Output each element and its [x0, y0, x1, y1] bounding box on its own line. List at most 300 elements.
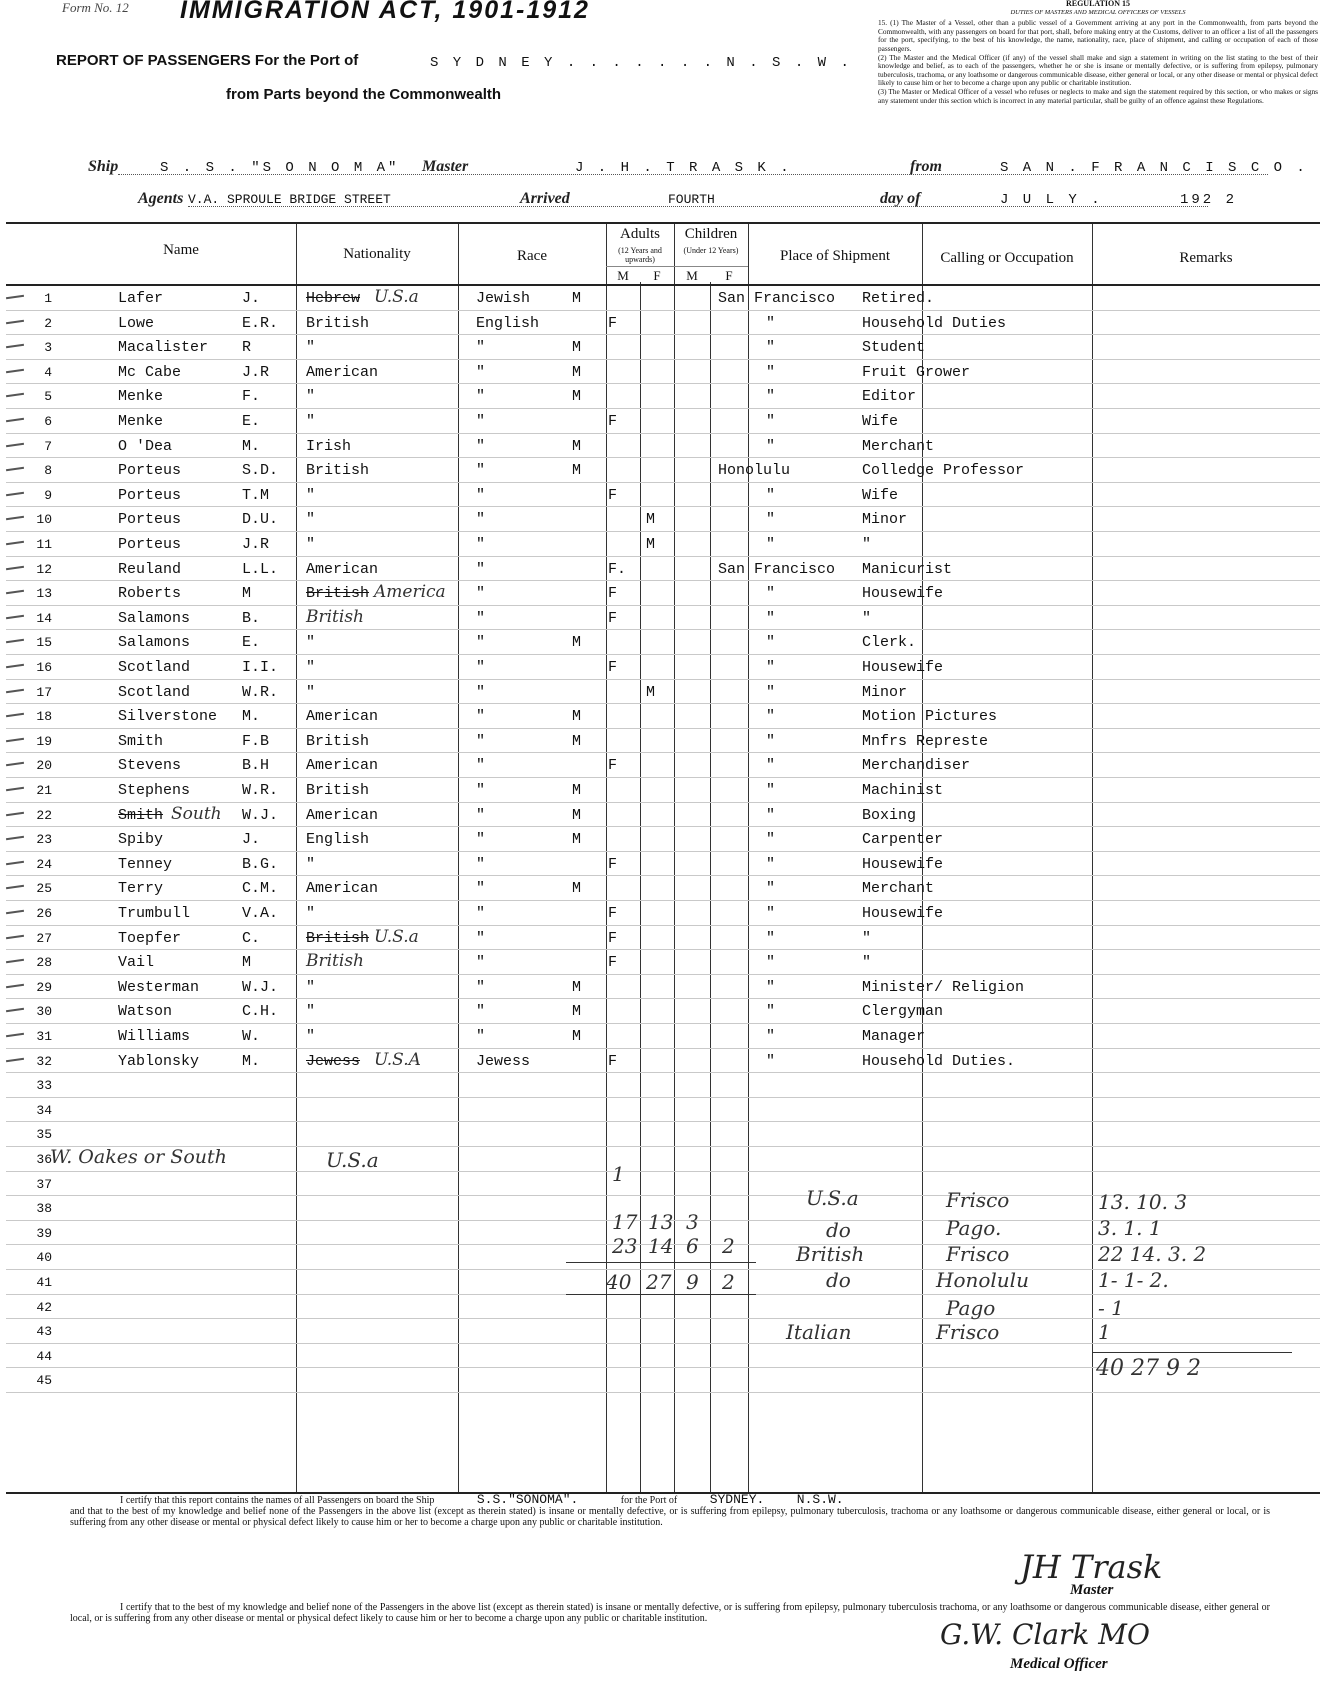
- passenger-nationality: ": [306, 536, 316, 553]
- master-signature: JH Trask: [1020, 1548, 1163, 1586]
- col-divider: [710, 282, 711, 1492]
- adult-female-mark: F: [608, 929, 618, 947]
- row-rule: [6, 1171, 1320, 1172]
- row-number: 11: [36, 537, 52, 552]
- calling-occupation: Motion Pictures: [862, 708, 998, 726]
- passenger-initials: D.U.: [242, 511, 279, 529]
- passenger-race: ": [476, 929, 486, 947]
- row-number: 10: [36, 512, 52, 528]
- passenger-race: ": [476, 1028, 486, 1045]
- row-number: 8: [44, 463, 52, 479]
- adult-male-mark: M: [572, 462, 582, 480]
- calling-occupation: Housewife: [862, 905, 944, 922]
- row-rule: [6, 654, 1320, 655]
- row-number: 34: [36, 1102, 52, 1118]
- passenger-initials: J.R: [242, 536, 270, 553]
- passenger-nationality-correction: America: [374, 582, 446, 603]
- place-of-shipment: ": [766, 806, 776, 824]
- header-remarks: Remarks: [1179, 250, 1233, 266]
- cert-text-1b: and that to the best of my knowledge and belief none of the Passengers in the above list (except as therein stated) is insane or mentally defective, or is suffering from epilepsy, pulmonary tuberculosis, trachoma or any loathsome or dangerous communicable disease, either general or local, or is suffering from any other disease or mental or physical defect likely to cause him or her to become a charge upon any public or charitable institution.: [70, 1506, 1270, 1528]
- passenger-nationality: American: [306, 806, 379, 824]
- calling-occupation: Clergyman: [862, 1003, 944, 1021]
- hand-total-adult-f-1: 13: [648, 1210, 674, 1234]
- passenger-race: ": [476, 585, 486, 603]
- row-number: 13: [36, 586, 52, 602]
- passenger-nationality: ": [306, 905, 316, 922]
- passenger-race: English: [476, 314, 540, 332]
- medical-officer-title: Medical Officer: [1010, 1656, 1108, 1672]
- row-number: 38: [36, 1201, 52, 1217]
- adult-female-mark: F.: [608, 560, 627, 578]
- header-adults: Adults: [619, 226, 660, 242]
- passenger-surname: Porteus: [118, 462, 182, 480]
- row-rule: [6, 1048, 1320, 1049]
- passenger-surname: Lafer: [118, 290, 164, 307]
- passenger-surname: Stephens: [118, 782, 191, 799]
- calling-occupation: Housewife: [862, 855, 944, 873]
- passenger-nationality: English: [306, 831, 370, 849]
- hand-summary-vals-4: 1- 1- 2.: [1098, 1268, 1169, 1292]
- calling-occupation: ": [862, 954, 872, 972]
- place-of-shipment: ": [766, 634, 776, 652]
- from-parts-label: from Parts beyond the Commonwealth: [226, 86, 502, 103]
- header-sub-divider: [606, 266, 748, 267]
- passenger-race: ": [476, 462, 486, 480]
- row-rule: [6, 359, 1320, 360]
- port-value: S Y D N E Y . . . . . . . N . S . W .: [430, 55, 852, 71]
- passenger-nationality-correction: U.S.A: [374, 1049, 421, 1070]
- hand-total-adult-m-1: 17: [612, 1210, 638, 1234]
- adult-female-mark: F: [608, 905, 618, 922]
- place-of-shipment: ": [766, 1003, 776, 1021]
- col-divider: [458, 224, 459, 1492]
- passenger-race: ": [476, 806, 486, 824]
- row-rule: [6, 900, 1320, 901]
- passenger-initials: B.H: [242, 757, 270, 775]
- passenger-initials: E.: [242, 413, 261, 430]
- passenger-nationality: American: [306, 880, 379, 898]
- place-of-shipment: ": [766, 732, 776, 750]
- medical-signature: G.W. Clark MO: [940, 1618, 1150, 1651]
- header-child-m: M: [686, 268, 698, 283]
- certificate-master: [70, 1494, 1270, 1528]
- passenger-race: ": [476, 609, 486, 627]
- calling-occupation: Housewife: [862, 585, 944, 603]
- row-rule: [6, 310, 1320, 311]
- passenger-initials: F.B: [242, 732, 270, 750]
- passenger-race: ": [476, 757, 486, 775]
- passenger-nationality: British: [306, 782, 370, 799]
- hand-total-child-m-3: 9: [686, 1270, 699, 1294]
- passenger-nationality-correction: British: [306, 951, 364, 972]
- row-number: 25: [36, 881, 52, 897]
- passenger-initials: M: [242, 585, 252, 603]
- place-of-shipment: ": [766, 486, 776, 504]
- calling-occupation: Machinist: [862, 782, 944, 799]
- row-number: 14: [36, 610, 52, 626]
- passenger-surname: Vail: [118, 954, 155, 972]
- passenger-nationality: American: [306, 363, 379, 381]
- adult-male-mark: M: [572, 806, 582, 824]
- adult-female-mark: F: [608, 1052, 618, 1070]
- adult-male-mark: M: [572, 978, 582, 996]
- place-of-shipment: ": [766, 855, 776, 873]
- calling-occupation: Merchant: [862, 880, 935, 898]
- row-rule: [6, 925, 1320, 926]
- adult-male-mark: M: [572, 437, 582, 455]
- child-male-mark: M: [646, 536, 656, 553]
- hand-summary-nat-1: U.S.a: [806, 1186, 859, 1210]
- ship-value: S . S . "S O N O M A": [160, 160, 400, 176]
- header-nationality: Nationality: [343, 246, 411, 262]
- passenger-surname-correction: South: [171, 803, 222, 824]
- row-rule: [6, 1023, 1320, 1024]
- row-number: 30: [36, 1004, 52, 1020]
- row-rule: [6, 1343, 1320, 1344]
- calling-occupation: Boxing: [862, 806, 917, 824]
- passenger-nationality: ": [306, 486, 316, 504]
- passenger-nationality: ": [306, 413, 316, 430]
- adult-female-mark: F: [608, 757, 618, 775]
- agents-label: Agents: [138, 190, 184, 207]
- calling-occupation: Wife: [862, 413, 899, 430]
- hand-total-adult-f-3: 27: [646, 1270, 672, 1294]
- header-children: Children: [684, 226, 738, 242]
- total-underline-2: [566, 1294, 756, 1295]
- hand-summary-vals-5: - 1: [1098, 1296, 1124, 1320]
- adult-female-mark: F: [608, 855, 618, 873]
- row-rule: [6, 629, 1320, 630]
- passenger-race: ": [476, 1003, 486, 1021]
- passenger-surname: Porteus: [118, 511, 182, 529]
- calling-occupation: Minister/ Religion: [862, 978, 1025, 996]
- row-rule: [6, 949, 1320, 950]
- hand-summary-port-5: Pago: [946, 1296, 996, 1320]
- passenger-race: ": [476, 437, 486, 455]
- row-number: 26: [36, 906, 52, 921]
- adult-male-mark: M: [572, 732, 582, 750]
- adult-male-mark: M: [572, 880, 582, 898]
- header-adult-f: F: [653, 268, 661, 283]
- passenger-surname: Macalister: [118, 339, 209, 357]
- place-of-shipment: ": [766, 782, 776, 799]
- row-rule: [6, 998, 1320, 999]
- place-of-shipment: ": [766, 905, 776, 922]
- place-of-shipment: ": [766, 413, 776, 430]
- passenger-race: ": [476, 486, 486, 504]
- master-title: Master: [1070, 1582, 1114, 1598]
- header-place: Place of Shipment: [780, 248, 890, 264]
- row-rule: [6, 1072, 1320, 1073]
- passenger-initials: V.A.: [242, 905, 279, 922]
- passenger-initials: M.: [242, 437, 261, 455]
- passenger-initials: W.R.: [242, 782, 279, 799]
- child-male-mark: M: [646, 511, 656, 529]
- adult-female-mark: F: [608, 413, 618, 430]
- passenger-initials: W.: [242, 1028, 261, 1045]
- col-divider: [748, 224, 749, 1492]
- calling-occupation: Merchant: [862, 437, 935, 455]
- row-number: 5: [44, 389, 52, 405]
- calling-occupation: Carpenter: [862, 831, 944, 849]
- passenger-surname: Watson: [118, 1003, 173, 1021]
- arrived-value: FOURTH: [668, 192, 715, 207]
- passenger-race: ": [476, 978, 486, 996]
- hand-total-child-m-2: 6: [686, 1234, 699, 1258]
- passenger-initials: L.L.: [242, 560, 279, 578]
- passenger-initials: E.: [242, 634, 261, 652]
- passenger-initials: J.R: [242, 363, 270, 381]
- passenger-race: ": [476, 634, 486, 652]
- row-rule: [6, 457, 1320, 458]
- place-of-shipment: Honolulu: [718, 462, 791, 480]
- row-rule: [6, 802, 1320, 803]
- row-number: 28: [36, 955, 52, 971]
- adult-male-mark: M: [572, 782, 582, 799]
- place-of-shipment: ": [766, 659, 776, 676]
- passenger-surname: Roberts: [118, 585, 182, 603]
- row-number: 16: [36, 660, 52, 675]
- row-rule: [6, 679, 1320, 680]
- regulation-para-3: (3) The Master or Medical Officer of a vessel who refuses or neglects to make and sign the statement required by this section, or who makes or signs any statement under this section which is incorrect in any material particular, shall be guilty of an offence against these Regulations.: [878, 86, 1318, 105]
- header-race: Race: [517, 248, 547, 264]
- passenger-surname: Westerman: [118, 978, 200, 996]
- place-of-shipment: San Francisco: [718, 290, 836, 307]
- calling-occupation: ": [862, 609, 872, 627]
- passenger-race: ": [476, 363, 486, 381]
- arrived-label: Arrived: [520, 190, 570, 207]
- passenger-nationality: Hebrew: [306, 290, 361, 307]
- place-of-shipment: ": [766, 437, 776, 455]
- row-number: 36: [36, 1152, 52, 1167]
- passenger-surname: Menke: [118, 388, 164, 406]
- row-rule: [6, 531, 1320, 532]
- passenger-initials: W.R.: [242, 683, 279, 701]
- row-number: 44: [36, 1348, 52, 1364]
- col-divider: [606, 224, 607, 1492]
- passenger-initials: C.: [242, 929, 261, 947]
- row-number: 43: [36, 1324, 52, 1340]
- row-rule: [6, 556, 1320, 557]
- passenger-initials: B.G.: [242, 855, 279, 873]
- master-value: J . H . T R A S K .: [575, 160, 792, 176]
- row-number: 23: [36, 832, 52, 848]
- row-rule: [6, 703, 1320, 704]
- hand-summary-vals-6: 1: [1098, 1320, 1111, 1344]
- place-of-shipment: ": [766, 609, 776, 627]
- passenger-nationality: ": [306, 683, 316, 701]
- header-adults-sub: (12 Years and upwards): [618, 246, 662, 264]
- place-of-shipment: ": [766, 954, 776, 972]
- hand-summary-port-4: Honolulu: [936, 1268, 1029, 1292]
- passenger-race: ": [476, 659, 486, 676]
- passenger-nationality: American: [306, 757, 379, 775]
- passenger-table: [6, 222, 1320, 1494]
- passenger-race: ": [476, 511, 486, 529]
- calling-occupation: ": [862, 536, 872, 553]
- calling-occupation: ": [862, 929, 872, 947]
- adult-male-mark: M: [572, 290, 582, 307]
- adult-male-mark: M: [572, 1028, 582, 1045]
- passenger-initials: R: [242, 339, 252, 357]
- row-number: 21: [36, 783, 52, 798]
- master-label: Master: [422, 158, 469, 175]
- header-children-sub: (Under 12 Years): [683, 246, 739, 255]
- passenger-race: Jewess: [476, 1052, 531, 1070]
- calling-occupation: Housewife: [862, 659, 944, 676]
- passenger-race: ": [476, 708, 486, 726]
- passenger-nationality: Jewess: [306, 1052, 361, 1070]
- hand-total-adult-m-2: 23: [612, 1234, 638, 1258]
- passenger-race: ": [476, 388, 486, 406]
- passenger-nationality: ": [306, 659, 316, 676]
- ship-label: Ship: [88, 158, 119, 175]
- hand-total-adult-f-2: 14: [648, 1234, 674, 1258]
- passenger-race: ": [476, 831, 486, 849]
- calling-occupation: Mnfrs Represte: [862, 732, 989, 750]
- passenger-nationality: ": [306, 511, 316, 529]
- row-number: 18: [36, 709, 52, 725]
- row-rule: [6, 433, 1320, 434]
- place-of-shipment: ": [766, 339, 776, 357]
- passenger-nationality-correction: U.S.a: [374, 926, 419, 947]
- hand-summary-vals-2: 3. 1. 1: [1098, 1216, 1162, 1240]
- adult-male-mark: M: [572, 831, 582, 849]
- adult-male-mark: M: [572, 363, 582, 381]
- passenger-surname: Toepfer: [118, 929, 182, 947]
- row-number: 3: [44, 340, 52, 356]
- adult-female-mark: F: [608, 954, 618, 972]
- summary-underline: [1092, 1352, 1292, 1353]
- place-of-shipment: ": [766, 978, 776, 996]
- passenger-nationality: British: [306, 585, 370, 603]
- hand-row34-adult: 1: [612, 1162, 625, 1186]
- adult-female-mark: F: [608, 486, 618, 504]
- hand-summary-nat-4: do: [826, 1268, 851, 1292]
- calling-occupation: Minor: [862, 511, 908, 529]
- calling-occupation: Household Duties.: [862, 1052, 1016, 1070]
- hand-summary-port-1: Frisco: [946, 1188, 1010, 1212]
- row-number: 33: [36, 1078, 52, 1094]
- regulation-text: [878, 0, 1318, 105]
- cert-text-1a: I certify that this report contains the names of all Passengers on board the Ship: [120, 1495, 435, 1506]
- row-number: 42: [36, 1299, 52, 1315]
- passenger-race: ": [476, 683, 486, 701]
- passenger-surname: Tenney: [118, 855, 173, 873]
- row-number: 19: [36, 733, 52, 749]
- hand-summary-port-2: Pago.: [946, 1216, 1002, 1240]
- row-rule: [6, 1097, 1320, 1098]
- row-number: 35: [36, 1127, 52, 1143]
- hand-summary-nat-2: do: [826, 1218, 851, 1242]
- row-number: 6: [44, 414, 52, 429]
- passenger-surname: Smith: [118, 732, 164, 750]
- col-divider: [296, 224, 297, 1492]
- row-number: 17: [36, 684, 52, 700]
- passenger-nationality: ": [306, 978, 316, 996]
- adult-male-mark: M: [572, 708, 582, 726]
- passenger-race: ": [476, 905, 486, 922]
- passenger-initials: M.: [242, 1052, 261, 1070]
- passenger-initials: S.D.: [242, 462, 279, 480]
- passenger-nationality: Irish: [306, 437, 352, 455]
- header-name: Name: [163, 242, 199, 258]
- row-rule: [6, 383, 1320, 384]
- passenger-initials: M: [242, 954, 252, 972]
- passenger-surname: Trumbull: [118, 905, 191, 922]
- col-divider: [674, 224, 675, 1492]
- row-rule: [6, 851, 1320, 852]
- row-number: 7: [44, 438, 52, 454]
- place-of-shipment: ": [766, 363, 776, 381]
- form-number: Form No. 12: [62, 0, 129, 15]
- regulation-subtitle: DUTIES OF MASTERS AND MEDICAL OFFICERS OF VESSELS: [1010, 8, 1186, 16]
- header-adult-m: M: [617, 268, 629, 283]
- agents-value: V.A. SPROULE BRIDGE STREET: [188, 192, 391, 207]
- passenger-surname: O 'Dea: [118, 437, 173, 455]
- row-number: 22: [36, 807, 52, 823]
- header-bottom-rule: [6, 284, 1320, 286]
- header-child-f: F: [725, 268, 733, 283]
- calling-occupation: Retired.: [862, 290, 935, 307]
- hand-row34-name: W. Oakes or South: [50, 1146, 227, 1168]
- hand-summary-vals-3: 22 14. 3. 2: [1098, 1242, 1207, 1266]
- passenger-surname: Yablonsky: [118, 1052, 200, 1070]
- passenger-race: ": [476, 954, 486, 972]
- hand-total-adult-m-3: 40: [606, 1270, 632, 1294]
- act-title: IMMIGRATION ACT, 1901-1912: [180, 0, 590, 24]
- adult-female-mark: F: [608, 609, 618, 627]
- passenger-surname: Stevens: [118, 757, 182, 775]
- place-of-shipment: ": [766, 536, 776, 553]
- passenger-nationality-correction: British: [306, 606, 364, 627]
- passenger-nationality: British: [306, 462, 370, 480]
- passenger-race: ": [476, 560, 486, 578]
- day-label: day of: [880, 190, 921, 207]
- place-of-shipment: ": [766, 708, 776, 726]
- passenger-initials: T.M: [242, 486, 270, 504]
- passenger-surname: Menke: [118, 413, 164, 430]
- cert-state: N.S.W.: [796, 1492, 844, 1507]
- passenger-surname: Lowe: [118, 314, 155, 332]
- hand-summary-nat-6: Italian: [786, 1320, 852, 1344]
- adult-male-mark: M: [572, 339, 582, 357]
- passenger-initials: F.: [242, 388, 261, 406]
- passenger-race: ": [476, 782, 486, 799]
- row-number: 40: [36, 1250, 52, 1266]
- passenger-initials: W.J.: [242, 978, 279, 996]
- place-of-shipment: ": [766, 1052, 776, 1070]
- child-male-mark: M: [646, 683, 656, 701]
- passenger-nationality: ": [306, 634, 316, 652]
- calling-occupation: Editor: [862, 388, 917, 406]
- row-number: 1: [44, 291, 52, 306]
- adult-female-mark: F: [608, 314, 618, 332]
- place-of-shipment: ": [766, 929, 776, 947]
- place-of-shipment: ": [766, 585, 776, 603]
- passenger-initials: J.: [242, 290, 261, 307]
- passenger-nationality-correction: U.S.a: [374, 287, 419, 307]
- passenger-race: ": [476, 880, 486, 898]
- passenger-surname: Porteus: [118, 486, 182, 504]
- row-number: 37: [36, 1176, 52, 1192]
- row-rule: [6, 506, 1320, 507]
- passenger-nationality: American: [306, 708, 379, 726]
- passenger-race: ": [476, 732, 486, 750]
- passenger-initials: I.I.: [242, 659, 279, 676]
- adult-male-mark: M: [572, 634, 582, 652]
- cert-ship: S.S."SONOMA".: [476, 1492, 579, 1507]
